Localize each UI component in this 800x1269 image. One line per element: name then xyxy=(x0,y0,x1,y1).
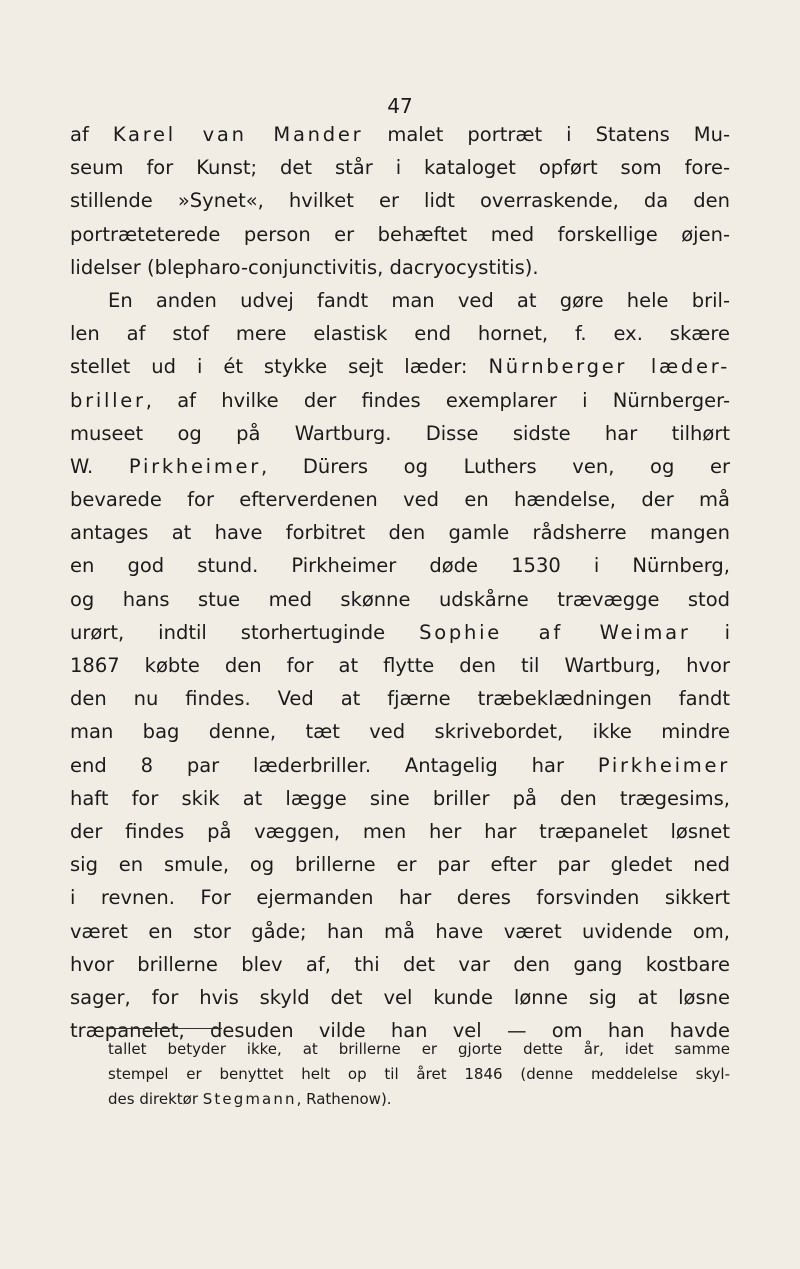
text-line xyxy=(70,483,730,516)
text-run: af xyxy=(70,123,113,146)
text-run: der findes på væggen, men her har træpanelet løsnet xyxy=(70,819,730,843)
text-run: været en stor gåde; han må have været uvidende om, xyxy=(70,919,730,943)
text-run: des direktør xyxy=(108,1090,203,1108)
text-run: lidelser (blepharo-conjunctivitis, dacryocystitis). xyxy=(70,255,539,279)
spaced-name: briller xyxy=(70,388,146,412)
footnote xyxy=(108,1037,730,1112)
text-run: En anden udvej fandt man ved at gøre hele bril- xyxy=(108,288,730,312)
spaced-name: Pirkheimer xyxy=(597,753,730,777)
text-line xyxy=(70,118,730,151)
text-run: urørt, indtil storhertuginde xyxy=(70,620,420,644)
text-run: bevarede for efterverdenen ved en hændelse, der må xyxy=(70,488,730,512)
text-run: malet portræt i Statens Mu- xyxy=(363,123,730,146)
text-run: W. xyxy=(70,454,129,478)
text-line xyxy=(70,682,730,715)
text-line xyxy=(70,815,730,848)
text-run: stellet ud i ét stykke sejt læder: xyxy=(70,355,489,379)
text-run: den nu findes. Ved at fjærne træbeklædningen fandt xyxy=(70,687,730,711)
text-run: i xyxy=(690,620,730,644)
text-line xyxy=(70,151,730,184)
text-line xyxy=(70,251,730,284)
text-run: hvor brillerne blev af, thi det var den gang kostbare xyxy=(70,952,730,976)
text-run: , Dürers og Luthers ven, og er xyxy=(261,454,730,478)
text-run: stempel er benyttet helt op til året 1846 (denne meddelelse skyl- xyxy=(108,1065,730,1083)
text-run: sager, for hvis skyld det vel kunde lønne sig at løsne xyxy=(70,985,730,1009)
page-number: 47 xyxy=(387,94,413,118)
text-line xyxy=(70,583,730,616)
text-line xyxy=(70,284,730,317)
text-line xyxy=(70,218,730,251)
text-run: træpanelet, desuden vilde han vel — om han havde xyxy=(70,1019,730,1043)
footnote-divider xyxy=(108,1028,222,1029)
text-line xyxy=(70,782,730,815)
spaced-name: Sophie af Weimar xyxy=(419,620,691,644)
text-line xyxy=(70,549,730,582)
text-line xyxy=(70,749,730,782)
text-run: antages at have forbitret den gamle rådsherre mangen xyxy=(70,521,730,545)
text-line xyxy=(70,881,730,914)
text-line xyxy=(70,350,730,383)
spaced-name: Nürnberger læder- xyxy=(488,355,730,379)
text-line xyxy=(70,616,730,649)
text-run: og hans stue med skønne udskårne trævægge stod xyxy=(70,587,730,611)
text-line xyxy=(70,915,730,948)
text-line xyxy=(70,948,730,981)
text-line xyxy=(70,649,730,682)
text-line xyxy=(70,184,730,217)
text-run: , af hvilke der findes exemplarer i Nürnberger- xyxy=(145,388,730,412)
footnote-line xyxy=(108,1037,730,1062)
spaced-name: Pirkheimer xyxy=(128,454,262,478)
text-line xyxy=(70,981,730,1014)
text-run: , Rathenow). xyxy=(296,1090,392,1108)
text-run: man bag denne, tæt ved skrivebordet, ikke mindre xyxy=(70,720,730,744)
text-run: portræteterede person er behæftet med forskellige øjen- xyxy=(70,222,730,246)
body-text xyxy=(70,118,730,1047)
text-run: 1867 købte den for at flytte den til Wartburg, hvor xyxy=(70,654,730,677)
text-line xyxy=(70,516,730,549)
spaced-name: Karel van Mander xyxy=(112,123,364,146)
text-run: end 8 par læderbriller. Antagelig har xyxy=(70,753,598,777)
text-line xyxy=(70,450,730,483)
text-run: seum for Kunst; det står i kataloget opført som fore- xyxy=(70,156,730,180)
text-run: haft for skik at lægge sine briller på den trægesims, xyxy=(70,786,730,810)
spaced-name: Stegmann xyxy=(202,1090,297,1108)
text-run: sig en smule, og brillerne er par efter par gledet ned xyxy=(70,853,730,877)
text-line xyxy=(70,417,730,450)
text-line xyxy=(70,715,730,748)
footnote-line xyxy=(108,1062,730,1087)
text-line xyxy=(70,848,730,881)
text-run: en god stund. Pirkheimer døde 1530 i Nürnberg, xyxy=(70,554,730,578)
text-run: museet og på Wartburg. Disse sidste har tilhørt xyxy=(70,421,730,445)
text-run: stillende »Synet«, hvilket er lidt overraskende, da den xyxy=(70,189,730,213)
text-line xyxy=(70,317,730,350)
text-line xyxy=(70,384,730,417)
text-run: len af stof mere elastisk end hornet, f. ex. skære xyxy=(70,322,730,346)
text-run: tallet betyder ikke, at brillerne er gjorte dette år, idet samme xyxy=(108,1040,730,1058)
text-run: i revnen. For ejermanden har deres forsvinden sikkert xyxy=(70,886,730,910)
footnote-line xyxy=(108,1087,730,1112)
